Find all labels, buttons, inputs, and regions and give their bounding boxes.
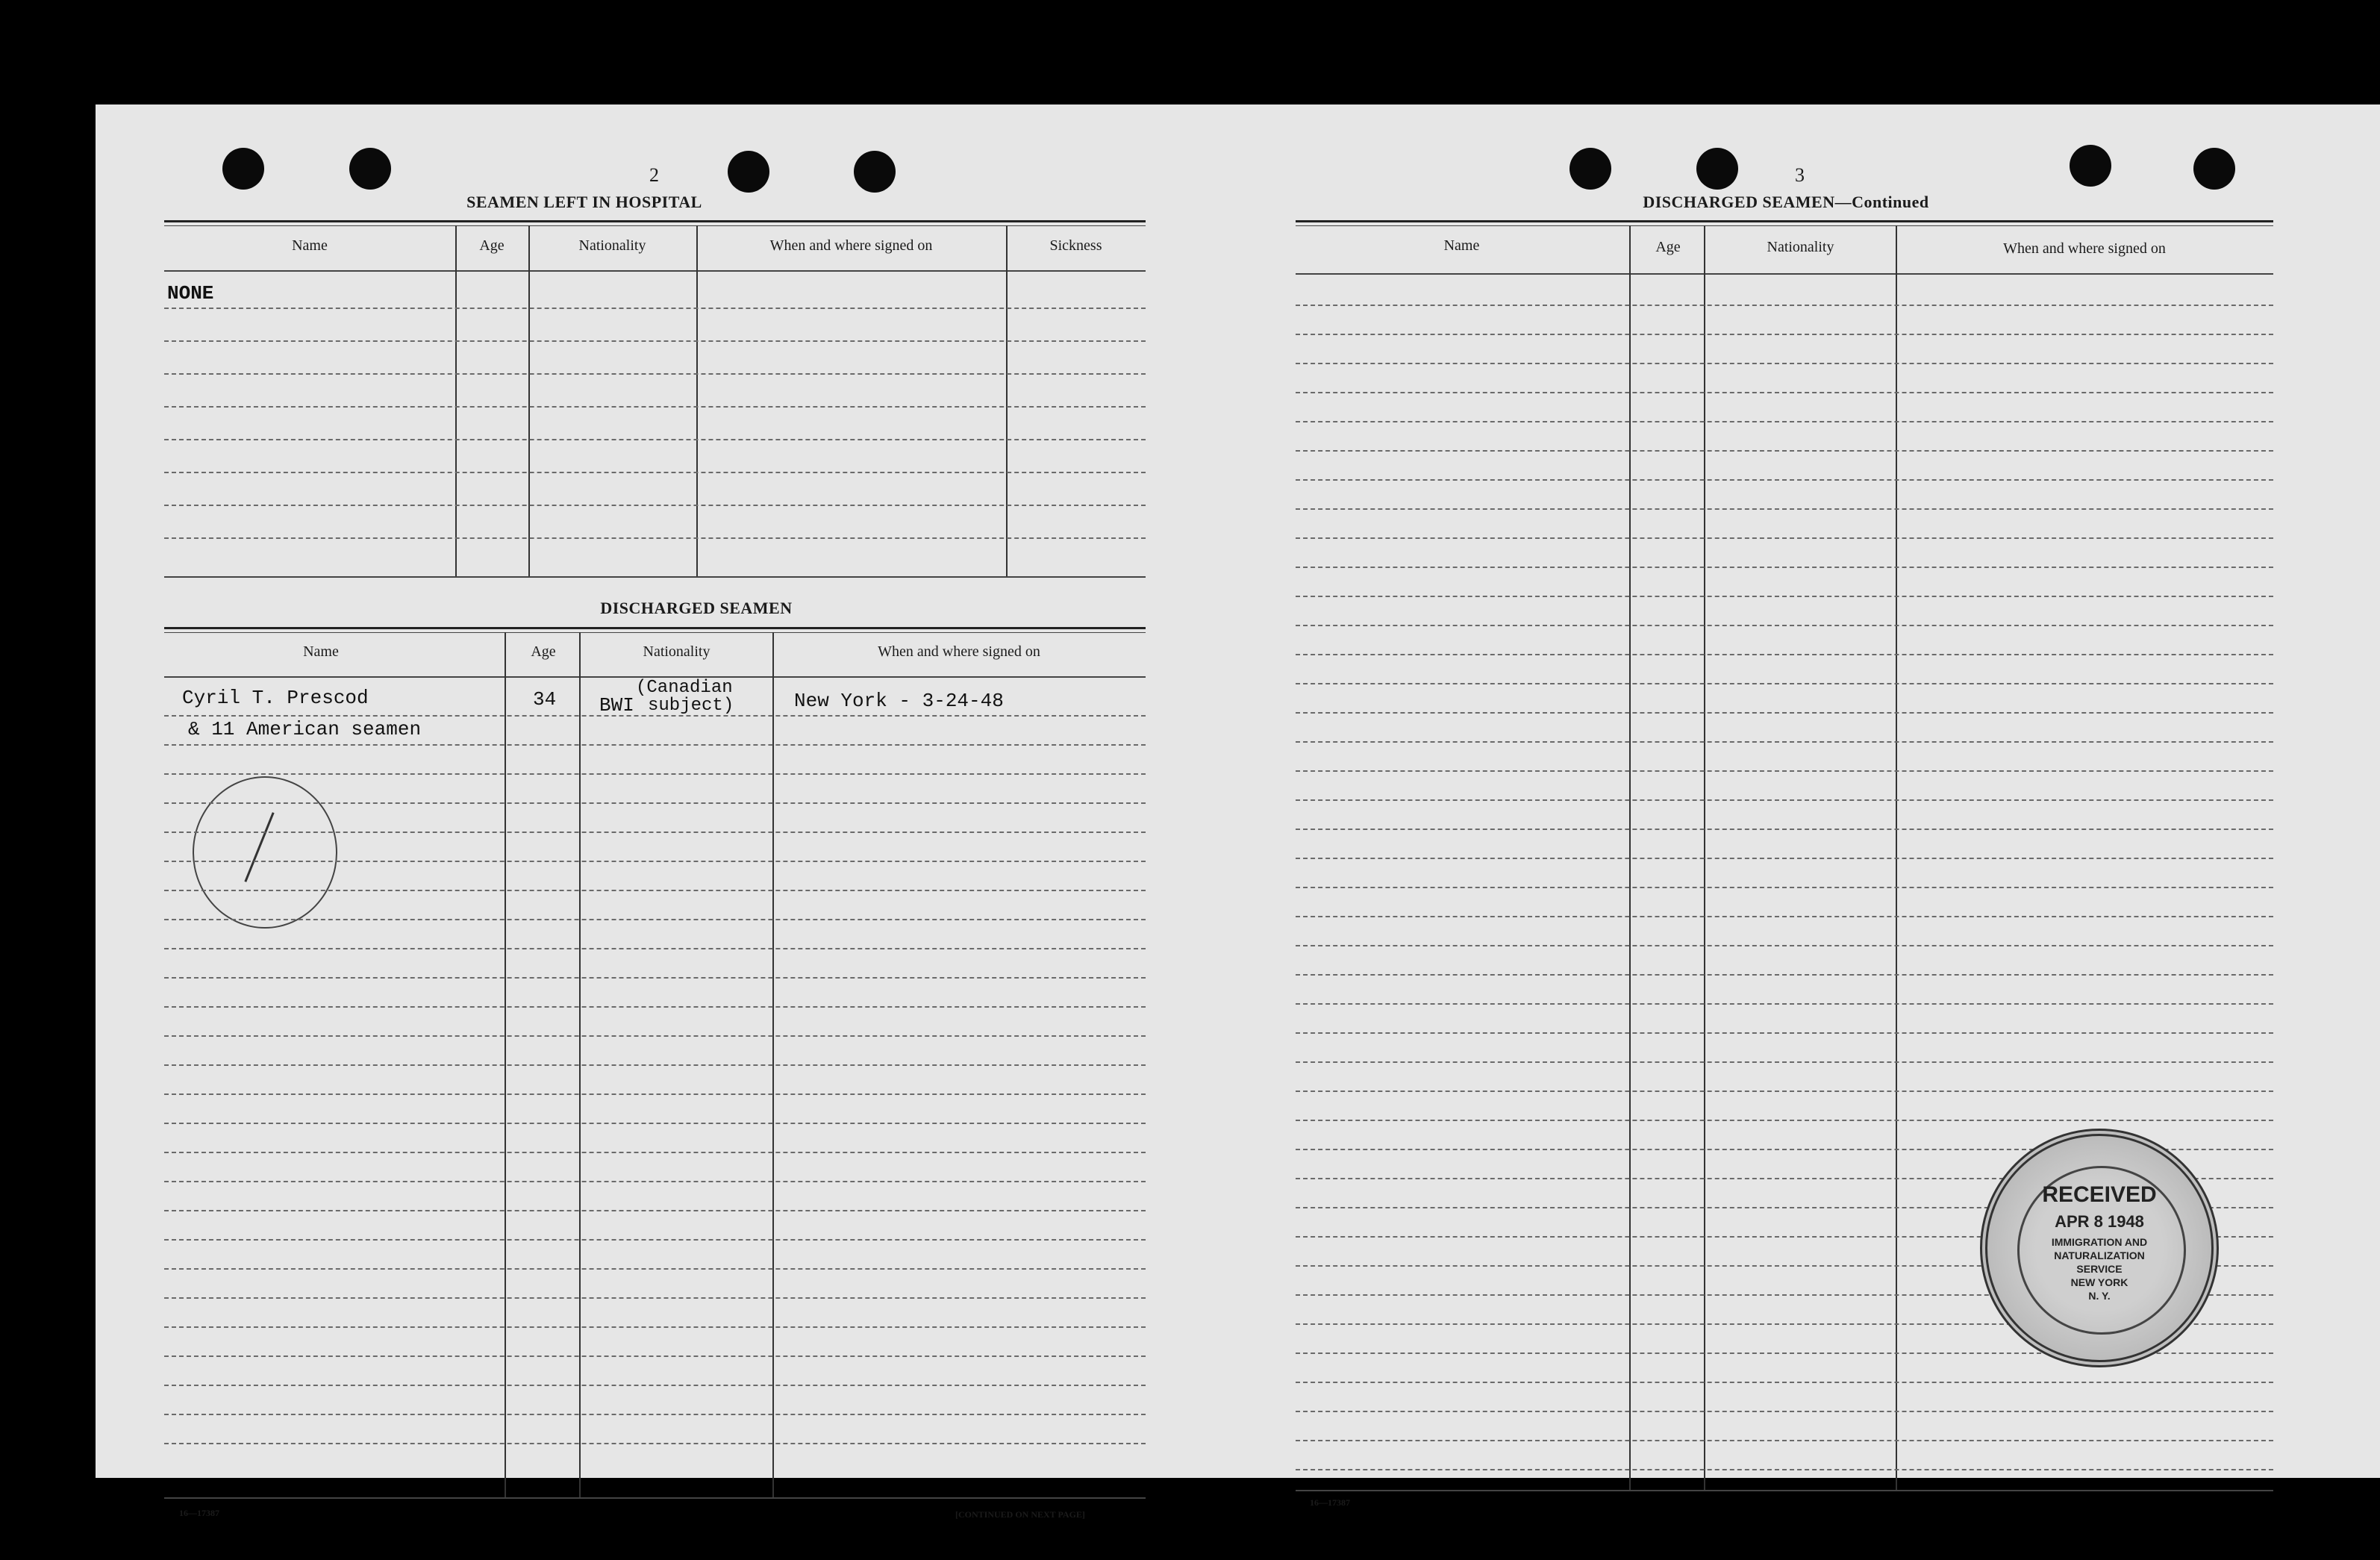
stamp-line: N. Y. xyxy=(2088,1290,2111,1302)
handwritten-circle xyxy=(193,776,337,929)
hospital-section-title: SEAMEN LEFT IN HOSPITAL xyxy=(466,193,702,211)
discharged-section-title: DISCHARGED SEAMEN xyxy=(600,599,793,617)
top-rule xyxy=(164,220,1146,222)
seaman-age: 34 xyxy=(533,688,557,711)
seaman-signed-on: New York - 3-24-48 xyxy=(794,690,1004,712)
col-signed-on: When and where signed on xyxy=(878,643,1040,660)
nationality-note-2: subject) xyxy=(648,696,734,716)
stamp-line: NATURALIZATION xyxy=(2054,1249,2145,1261)
col-signed-on: When and where signed on xyxy=(769,237,933,254)
col-age: Age xyxy=(1655,239,1681,255)
right-page xyxy=(1219,104,2380,1508)
col-signed-on: When and where signed on xyxy=(2003,240,2166,257)
punch-hole xyxy=(2070,145,2111,187)
punch-hole xyxy=(222,148,264,190)
col-nationality: Nationality xyxy=(643,643,710,660)
seaman-name: Cyril T. Prescod xyxy=(182,687,369,709)
col-name: Name xyxy=(292,237,328,254)
seaman-nationality: BWI xyxy=(599,694,634,717)
form-number: 16—17387 xyxy=(179,1508,219,1518)
col-nationality: Nationality xyxy=(578,237,646,254)
discharged-continued-title: DISCHARGED SEAMEN—Continued xyxy=(1643,193,1929,211)
col-nationality: Nationality xyxy=(1767,239,1834,255)
stamp-word: RECEIVED xyxy=(2042,1182,2157,1207)
stamp-line: SERVICE xyxy=(2076,1263,2123,1275)
punch-hole xyxy=(1570,148,1611,190)
col-age: Age xyxy=(479,237,505,254)
punch-hole xyxy=(1696,148,1738,190)
stamp-date: APR 8 1948 xyxy=(2055,1212,2144,1231)
form-number: 16—17387 xyxy=(1310,1497,1350,1508)
punch-hole xyxy=(349,148,391,190)
col-name: Name xyxy=(303,643,339,660)
col-age: Age xyxy=(531,643,556,660)
page-number: 3 xyxy=(1795,164,1805,186)
col-sickness: Sickness xyxy=(1049,237,1102,254)
page-number: 2 xyxy=(649,164,659,186)
punch-hole xyxy=(2193,148,2235,190)
received-stamp xyxy=(1980,1129,2219,1367)
seaman-name-2: & 11 American seamen xyxy=(188,718,422,740)
stamp-line: NEW YORK xyxy=(2070,1276,2128,1288)
stamp-line: IMMIGRATION AND xyxy=(2051,1236,2148,1248)
punch-hole xyxy=(728,151,769,193)
left-page xyxy=(96,104,1219,1520)
nationality-note-1: (Canadian xyxy=(636,678,733,698)
punch-hole xyxy=(854,151,896,193)
continued-note: [CONTINUED ON NEXT PAGE] xyxy=(955,1509,1085,1520)
col-name: Name xyxy=(1443,237,1480,254)
hospital-entry-none: NONE xyxy=(167,282,214,305)
